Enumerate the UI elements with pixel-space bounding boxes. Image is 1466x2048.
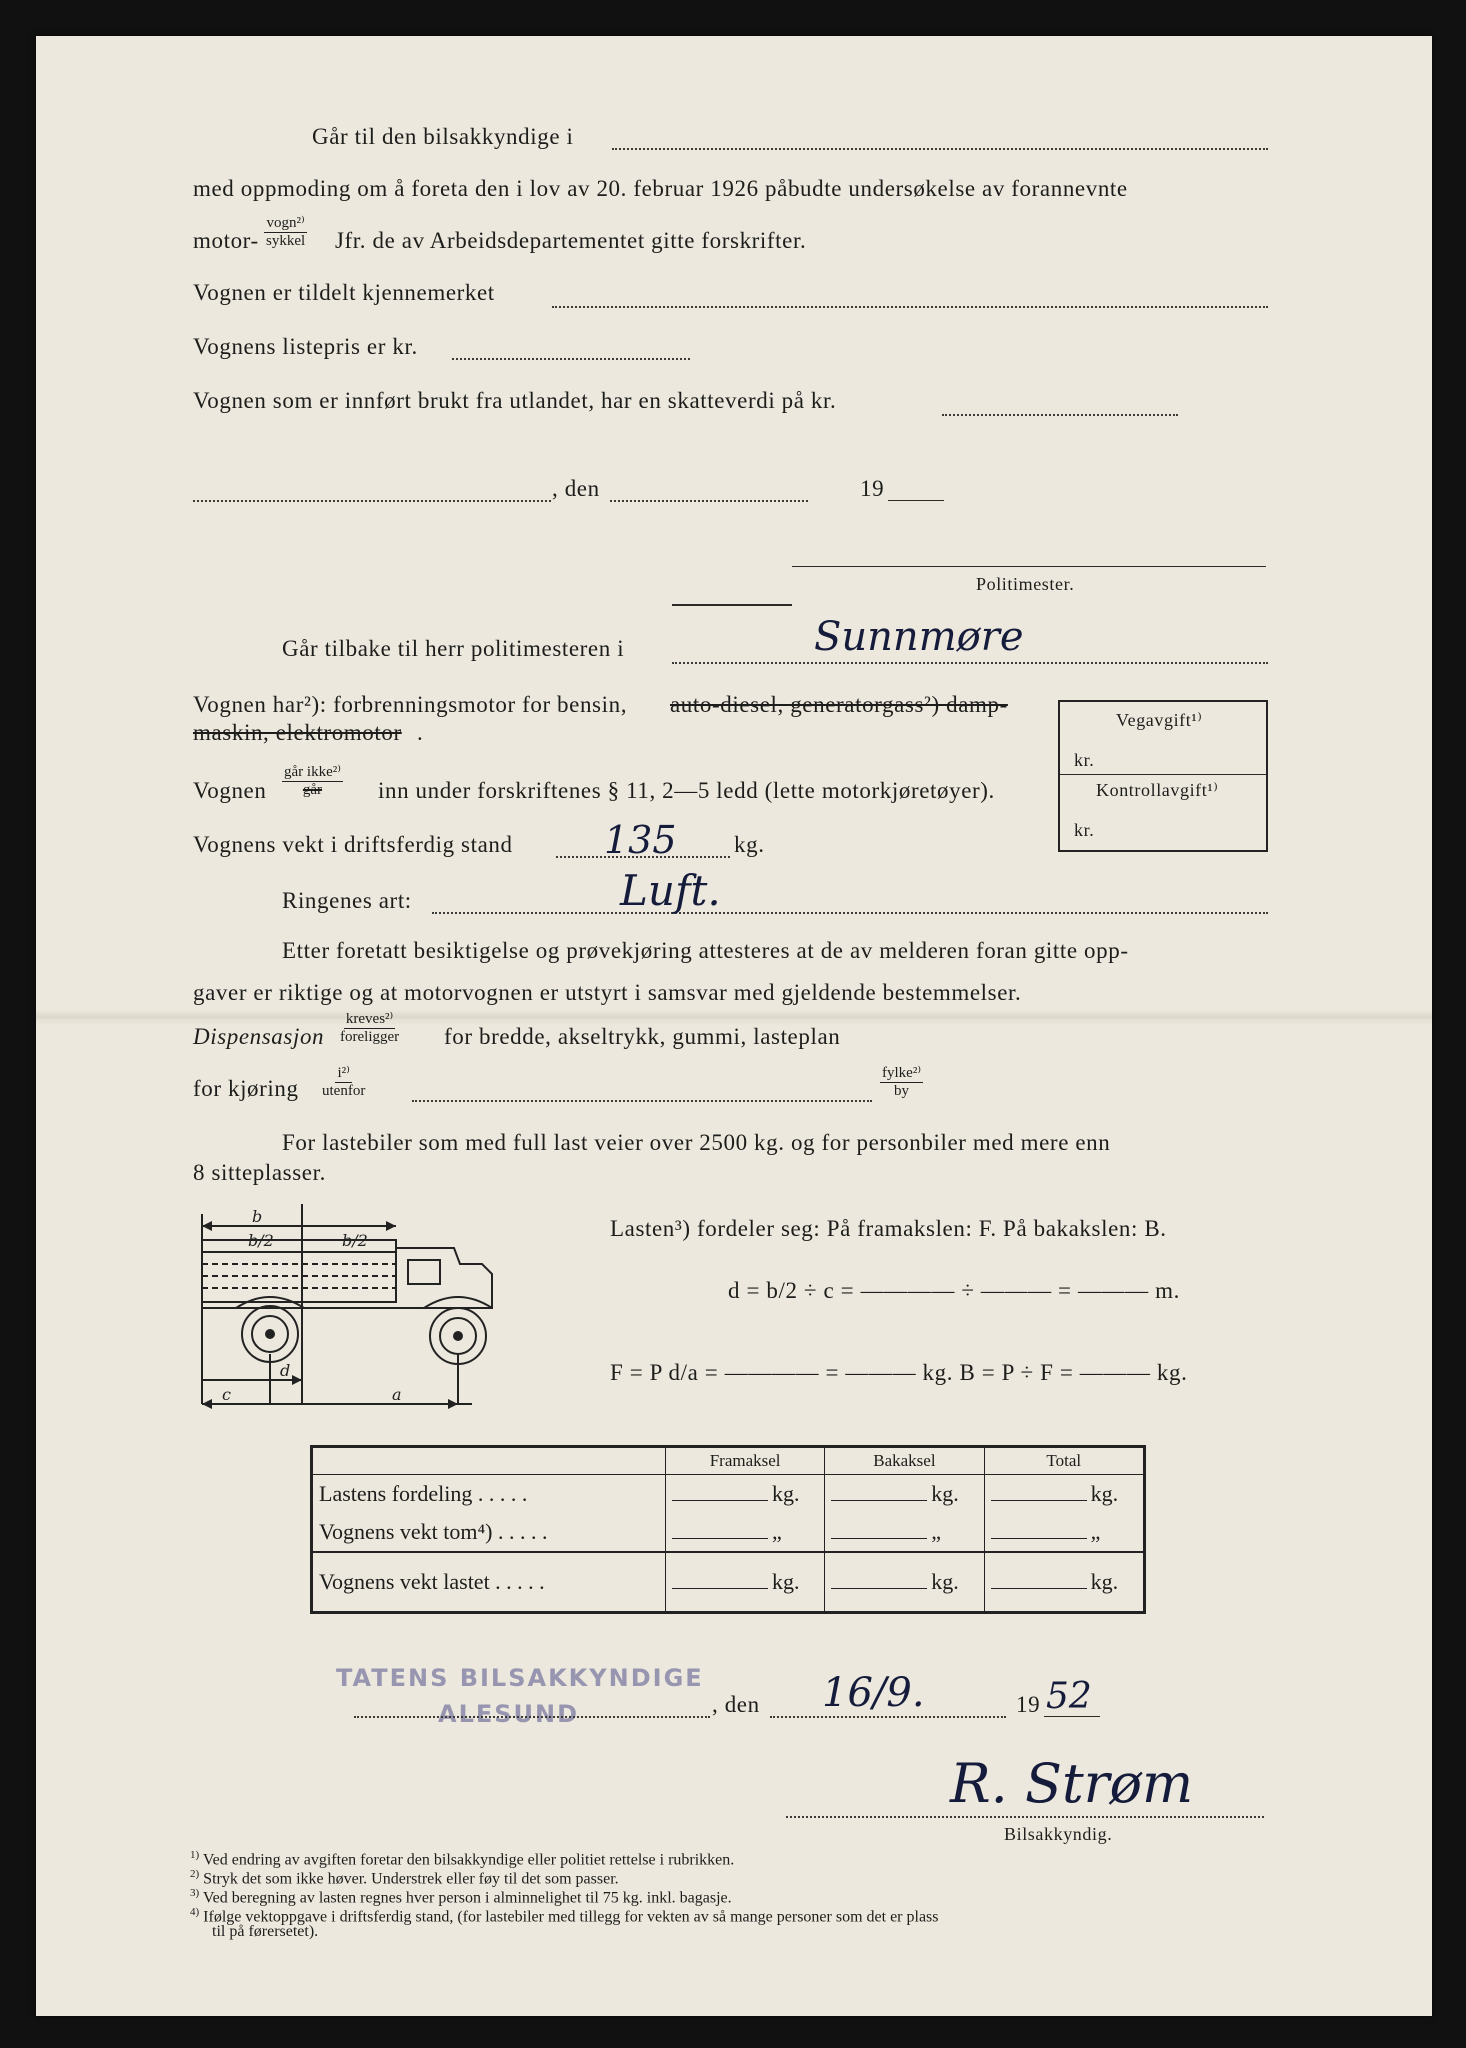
line-light-vehicles: inn under forskriftenes § 11, 2—5 ledd (lette motorkjøretøyer).: [378, 778, 995, 803]
label-year-19-2: 19: [1016, 1692, 1041, 1717]
cell-fram[interactable]: kg.: [666, 1475, 825, 1514]
label-kr-2: kr.: [1074, 820, 1095, 840]
truck-diagram: [192, 1204, 540, 1428]
table-header-blank: [312, 1447, 666, 1475]
footnote-4-cont: til på førersetet).: [212, 1923, 319, 1940]
table-row: [312, 1552, 1145, 1613]
frac-den: går: [302, 782, 323, 798]
cell-bak[interactable]: kg.: [825, 1552, 984, 1613]
field-police-signature[interactable]: [792, 566, 1266, 567]
line-load-distribution: Lasten³) fordeler seg: På framakslen: F. På bakakslen: B.: [610, 1216, 1167, 1241]
table-header-total: Total: [984, 1447, 1144, 1475]
diagram-label-b: b: [252, 1207, 263, 1226]
handwritten-date: 16/9.: [822, 1670, 925, 1716]
frac-num: vogn²⁾: [266, 215, 305, 231]
line-dispensasjon: for bredde, akseltrykk, gummi, lasteplan: [444, 1024, 841, 1049]
load-table: [310, 1445, 1146, 1614]
fraction-i-utenfor: [320, 1066, 367, 1099]
frac-num: kreves²⁾: [345, 1011, 394, 1027]
fraction-gaar-ikke: [282, 765, 343, 798]
line-attest-1: Etter foretatt besiktigelse og prøvekjøring attesteres at de av melderen foran gitte opp-: [282, 938, 1129, 963]
field-place-expert[interactable]: [354, 1716, 710, 1718]
line-regulations: Jfr. de av Arbeidsdepartementet gitte forskrifter.: [335, 228, 807, 253]
cell-fram[interactable]: „: [666, 1513, 825, 1552]
frac-den: by: [894, 1083, 909, 1099]
footnote-2: $^{2)}$ Stryk det som ikke høver. Understrek eller føy til det som passer.: [190, 1868, 619, 1888]
line-engine-struck-2: maskin, elektromotor: [193, 720, 402, 745]
footnote-4: $^{4)}$ Ifølge vektoppgave i driftsferdig stand, (for lastebiler med tillegg for vekten av så mange personer som det er plass: [190, 1906, 939, 1926]
formula-d: d = b/2 ÷ c = ———— ÷ ——— = ——— m.: [728, 1278, 1180, 1303]
footnote-3: $^{3)}$ Ved beregning av lasten regnes hver person i alminnelighet til 75 kg. inkl. bagasje.: [190, 1887, 732, 1907]
row-label-fordeling: Lastens fordeling . . . . .: [319, 1481, 528, 1506]
field-registration-mark[interactable]: [552, 306, 1268, 308]
line-registration-mark: Vognen er tildelt kjennemerket: [193, 280, 495, 305]
handwritten-district: Sunnmøre: [814, 614, 1024, 660]
cell-fram[interactable]: kg.: [666, 1552, 825, 1613]
frac-den: foreligger: [340, 1029, 400, 1045]
frac-den: sykkel: [266, 233, 306, 249]
field-drive-area[interactable]: [412, 1100, 872, 1102]
handwritten-tyres: Luft.: [620, 866, 721, 915]
label-politimester: Politimester.: [976, 574, 1075, 594]
line-attest-2: gaver er riktige og at motorvognen er utstyrt i samsvar med gjeldende bestemmelser.: [193, 980, 1022, 1005]
diagram-label-c: c: [222, 1385, 231, 1404]
diagram-label-a: a: [392, 1385, 402, 1404]
cell-bak[interactable]: kg.: [825, 1475, 984, 1514]
formula-f: F = P d/a = ———— = ——— kg. B = P ÷ F = ——— kg.: [610, 1360, 1188, 1385]
diagram-label-b2-right: b/2: [342, 1231, 368, 1250]
label-weight-unit: kg.: [734, 832, 765, 857]
line-engine-prefix: Vognen har²): forbrenningsmotor for bensin,: [193, 692, 628, 717]
label-den: , den: [552, 476, 600, 501]
cell-total[interactable]: kg.: [984, 1552, 1144, 1613]
line-import-value: Vognen som er innført brukt fra utlandet, har en skatteverdi på kr.: [193, 388, 837, 413]
fraction-vogn-sykkel: [264, 216, 307, 249]
field-place-police[interactable]: [193, 500, 551, 502]
cell-total[interactable]: „: [984, 1513, 1144, 1552]
diagram-label-d: d: [280, 1361, 291, 1380]
table-header-bakaksel: Bakaksel: [825, 1447, 984, 1475]
label-vegavgift: Vegavgift¹⁾: [1116, 710, 1203, 730]
line-return-police: Går tilbake til herr politimesteren i: [282, 636, 625, 661]
handwritten-weight: 135: [604, 818, 677, 862]
field-date-expert[interactable]: [770, 1716, 1006, 1718]
line-send-to: Går til den bilsakkyndige i: [312, 124, 574, 149]
table-row: [312, 1513, 1145, 1552]
line-list-price: Vognens listepris er kr.: [193, 334, 418, 359]
label-weight: Vognens vekt i driftsferdig stand: [193, 832, 513, 857]
line-request: med oppmoding om å foreta den i lov av 20. februar 1926 påbudte undersøkelse av forannevnte: [193, 176, 1128, 201]
label-bilsakkyndig: Bilsakkyndig.: [1004, 1824, 1113, 1844]
frac-num: fylke²⁾: [882, 1065, 922, 1081]
stamp-line-2: ALESUND: [438, 1700, 580, 1728]
row-label-vekt-tom: Vognens vekt tom⁴) . . . . .: [319, 1519, 548, 1544]
label-for-kjoring: for kjøring: [193, 1076, 299, 1101]
section-divider: [672, 604, 792, 606]
table-row: [312, 1475, 1145, 1514]
frac-num: i²⁾: [337, 1065, 350, 1081]
frac-den: utenfor: [322, 1083, 366, 1099]
row-label-vekt-lastet: Vognens vekt lastet . . . . .: [312, 1552, 666, 1613]
field-bilsakkyndige-place[interactable]: [612, 148, 1268, 150]
fraction-fylke-by: [880, 1066, 923, 1099]
label-tyres: Ringenes art:: [282, 888, 412, 913]
field-year-police[interactable]: [888, 500, 944, 501]
label-kr-1: kr.: [1074, 750, 1095, 770]
stamp-line-1: TATENS BILSAKKYNDIGE: [336, 1664, 704, 1692]
table-header-framaksel: Framaksel: [666, 1447, 825, 1475]
handwritten-year: 52: [1046, 1676, 1092, 1717]
tax-box: [1058, 700, 1268, 852]
field-date-police[interactable]: [610, 500, 808, 502]
label-dispensasjon: Dispensasjon: [193, 1024, 325, 1049]
field-tyres[interactable]: [432, 912, 1268, 914]
diagram-label-b2-left: b/2: [248, 1231, 274, 1250]
cell-total[interactable]: kg.: [984, 1475, 1144, 1514]
frac-num: går ikke²⁾: [284, 764, 341, 780]
line-goes-prefix: Vognen: [193, 778, 267, 803]
line-engine-end: .: [417, 720, 424, 745]
cell-bak[interactable]: „: [825, 1513, 984, 1552]
line-motor-prefix: motor-: [193, 228, 259, 253]
line-engine-struck-1: auto-diesel, generatorgass²) damp-: [670, 692, 1008, 717]
label-year-19: 19: [860, 476, 885, 501]
footnote-1: $^{1)}$ Ved endring av avgiften foretar den bilsakkyndige eller politiet rettelse i rubrikken.: [190, 1849, 735, 1869]
field-police-district[interactable]: [672, 662, 1268, 664]
fraction-kreves: [338, 1012, 401, 1045]
field-import-value[interactable]: [942, 414, 1178, 416]
line-load-intro-2: 8 sitteplasser.: [193, 1160, 326, 1185]
field-list-price[interactable]: [452, 358, 690, 360]
field-vegavgift[interactable]: [1060, 774, 1266, 775]
line-load-intro-1: For lastebiler som med full last veier over 2500 kg. og for personbiler med mere enn: [282, 1130, 1111, 1155]
label-kontrollavgift: Kontrollavgift¹⁾: [1096, 780, 1219, 800]
field-expert-signature[interactable]: [786, 1816, 1264, 1818]
label-den-2: , den: [712, 1692, 760, 1717]
handwritten-signature: R. Strøm: [950, 1752, 1194, 1815]
